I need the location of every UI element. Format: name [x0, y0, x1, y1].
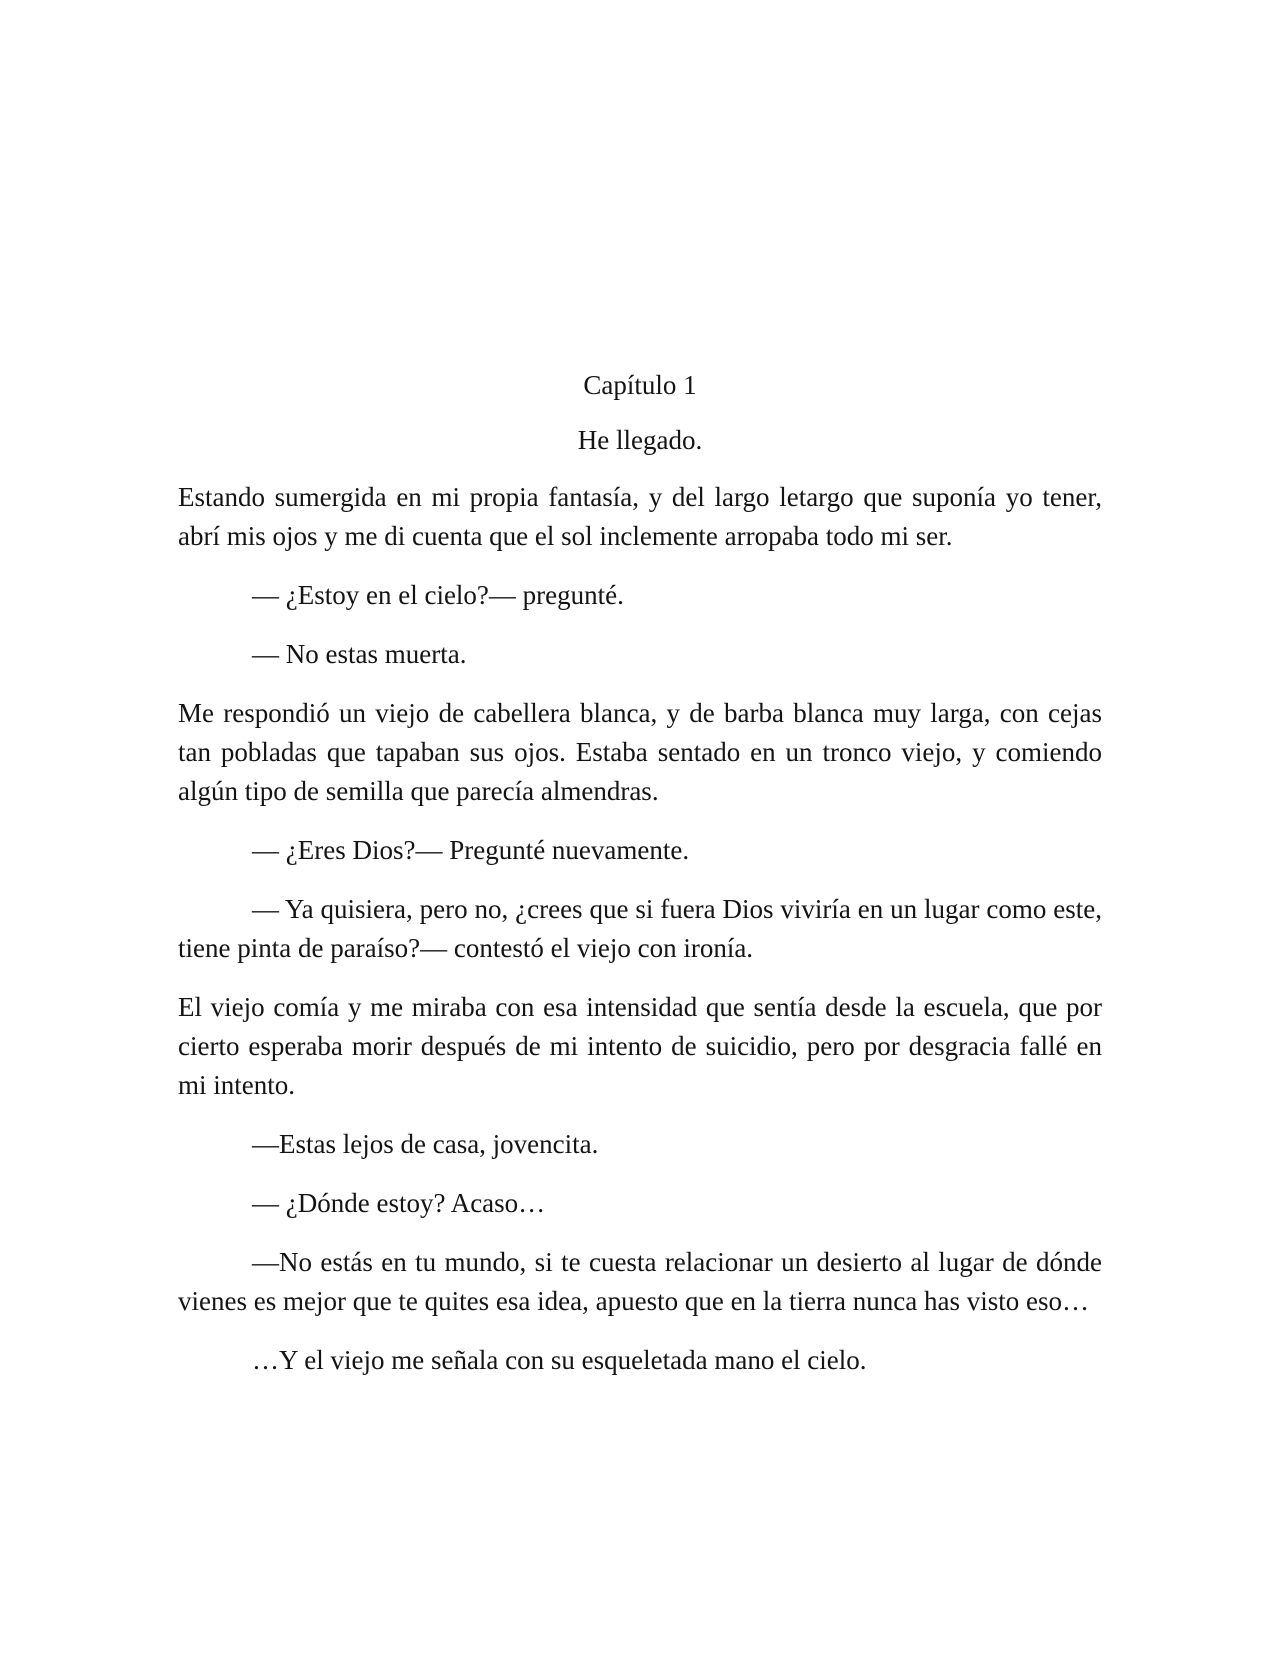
paragraph-narration: El viejo comía y me miraba con esa intensidad que sentía desde la escuela, que por cierto esperaba morir después de mi intento de suicidio, pero por desgracia fallé en mi intento. — [178, 992, 1102, 1100]
paragraph-narration: Me respondió un viejo de cabellera blanca, y de barba blanca muy larga, con cejas tan pobladas que tapaban sus ojos. Estaba sentado en un tronco viejo, y comiendo algún tipo de semilla que parecía almendras. — [178, 698, 1102, 806]
paragraph-dialogue: —Estas lejos de casa, jovencita. — [252, 1129, 599, 1159]
paragraph-dialogue: —No estás en tu mundo, si te cuesta relacionar un desierto al lugar de dónde vienes es mejor que te quites esa idea, apuesto que en la tierra nunca has visto eso… — [178, 1247, 1102, 1316]
paragraph-narration: …Y el viejo me señala con su esqueletada mano el cielo. — [252, 1345, 867, 1375]
paragraph-dialogue: — No estas muerta. — [252, 639, 467, 669]
paragraph-dialogue: — ¿Eres Dios?— Pregunté nuevamente. — [252, 835, 690, 865]
chapter-heading: Capítulo 1 — [583, 370, 697, 400]
paragraph-narration: Estando sumergida en mi propia fantasía, y del largo letargo que suponía yo tener, abrí mis ojos y me di cuenta que el sol inclemente arropaba todo mi ser. — [178, 482, 1102, 551]
paragraph-dialogue: — Ya quisiera, pero no, ¿crees que si fuera Dios viviría en un lugar como este, tiene pinta de paraíso?— contestó el viejo con ironía. — [178, 894, 1102, 963]
chapter-body — [178, 366, 1102, 1400]
paragraph-dialogue: — ¿Estoy en el cielo?— pregunté. — [252, 580, 624, 610]
paragraph-dialogue: — ¿Dónde estoy? Acaso… — [252, 1188, 546, 1218]
chapter-title: He llegado. — [577, 425, 703, 455]
